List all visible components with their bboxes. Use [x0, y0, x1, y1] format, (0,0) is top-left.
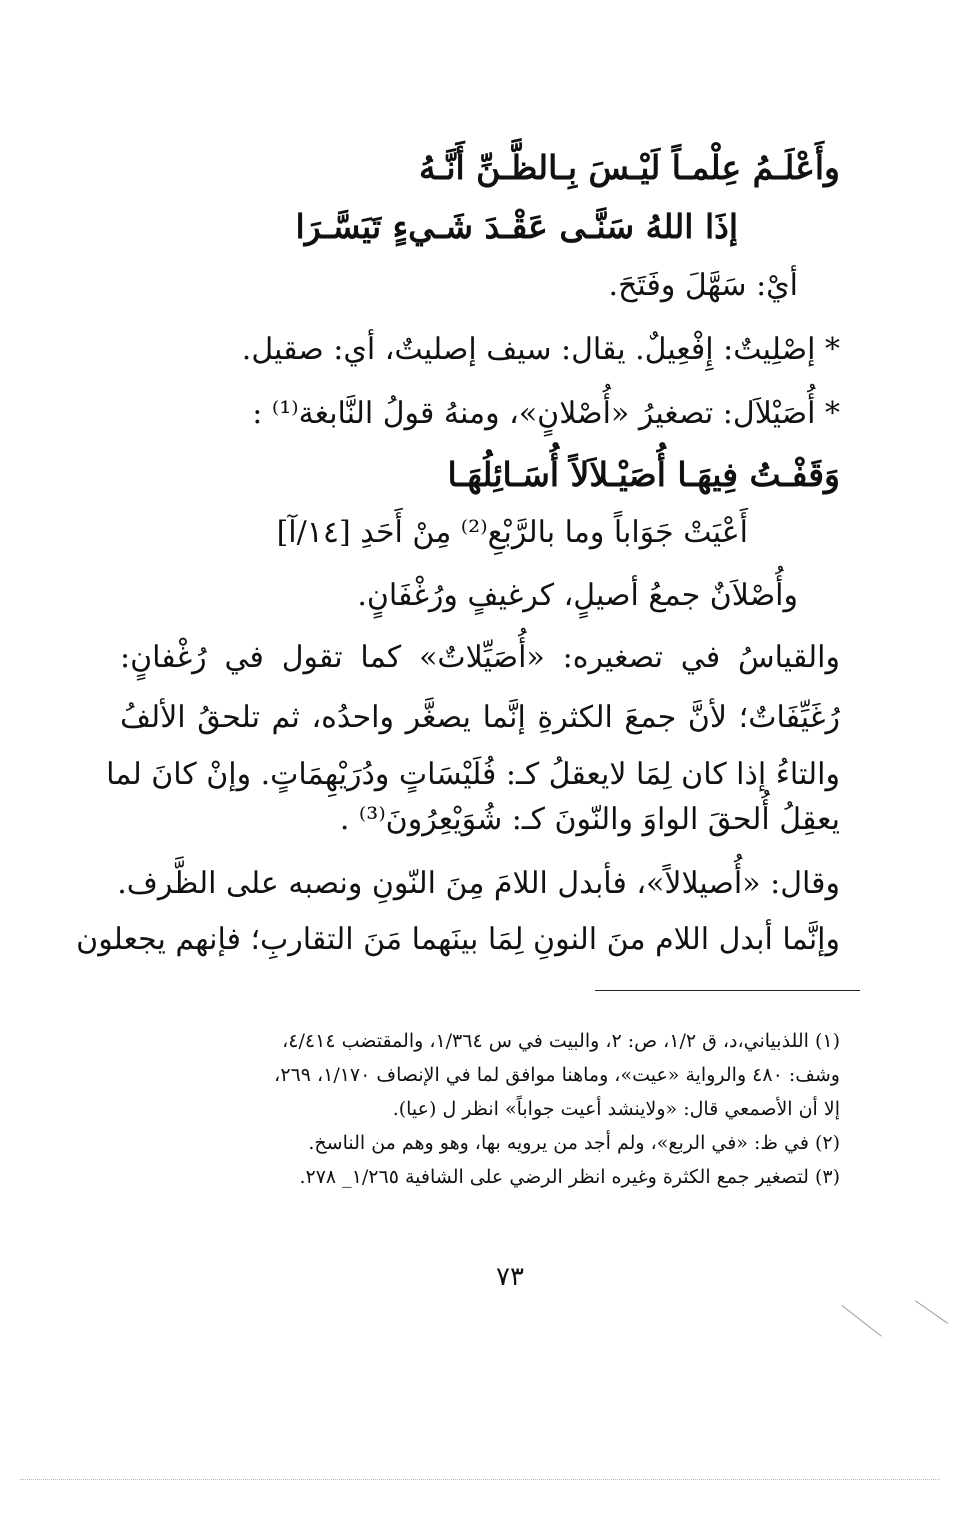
paragraph-1-line-2: رُغَيِّفَاتٌ؛ لأنَّ جمعَ الكثرةِ إنَّما يصغَّر واحدُه، ثم تلحقُ الألفُ [120, 700, 840, 735]
verse-line-1: وأَعْلَـمُ عِلْمـاً لَيْـسَ بِـالظَّـنِّ أَنَّـهُ [418, 148, 840, 187]
verse-line-4: أَعْيَتْ جَوَاباً وما بالرَّبْعِ⁽²⁾ مِنْ أَحَدِ [١٤/آ] [276, 515, 748, 550]
footnote-2: (٢) في ظ: «في الربع»، ولم أجد من يرويه بها، وهو وهم من الناسخ. [308, 1132, 840, 1154]
paragraph-1-line-1: والقياسُ في تصغيره: «أُصَيِّلاتٌ» كما تقول في رُغْفانٍ: [120, 640, 840, 675]
footnote-1-line-1: (١) اللذبياني،د، ق ١/٢، ص: ٢، والبيت في س ١/٣٦٤، والمقتضب ٤/٤١٤، [282, 1030, 840, 1052]
paragraph-2-line-1: وقال: «أُصيلالاً»، فأبدل اللامَ مِنَ النّونِ ونصبه على الظَّرف. [117, 866, 840, 901]
footnote-1-line-2: وشف: ٤٨٠ والرواية «عيت»، وماهنا موافق لما في الإنصاف ١/١٧٠، ٢٦٩، [274, 1064, 840, 1086]
scan-mark-2 [915, 1300, 948, 1324]
entry-islit: * إصْلِيتٌ: إِفْعِيلٌ. يقال: سيف إصليتٌ، أي: صقيل. [241, 332, 840, 367]
page-number: ٧٣ [496, 1262, 524, 1292]
paragraph-2-line-2: وإنَّما أبدل اللام منَ النونِ لِمَا بينَهما مَنَ التقاربِ؛ فإنهم يجعلون [76, 922, 840, 957]
gloss-line: أيْ: سَهَّلَ وفَتَحَ. [608, 268, 798, 303]
paragraph-1-line-4: يعقِلُ أُلحقَ الواوَ والنّونَ كـ: شُوَيْعِرُونَ⁽³⁾ . [339, 802, 840, 837]
entry-usaylal: * أُصَيْلاَل: تصغيرُ «أُصْلانٍ»، ومنهُ قولُ النَّابغة⁽¹⁾ : [252, 396, 840, 431]
footnote-separator [595, 990, 860, 991]
footnote-1-line-3: إلا أن الأصمعي قال: «ولاينشد أعيت جواباً» انظر ل (عيا). [392, 1098, 840, 1120]
scan-mark-1 [842, 1305, 882, 1337]
verse-line-2: إذَا اللهُ سَنَّـى عَقْـدَ شَـيءٍ تَيَسَّـرَا [295, 207, 738, 246]
verse-line-3: وَقَفْـتُ فِيهَـا أُصَيْـلاَلاً أُسَـائِلُهَـا [447, 455, 840, 494]
paragraph-1-line-3: والتاءُ إذا كان لِمَا لايعقلُ كـ: فُلَيْسَاتٍ ودُرَيْهِمَاتٍ. وإنْ كانَ لما [106, 757, 840, 792]
plural-note: وأُصْلاَنٌ جمعُ أصيلٍ، كرغيفٍ ورُغْفَانٍ. [357, 578, 798, 613]
footnote-3: (٣) لتصغير جمع الكثرة وغيره انظر الرضي على الشافية ١/٢٦٥_ ٢٧٨. [299, 1166, 840, 1188]
scan-edge [20, 1479, 940, 1480]
